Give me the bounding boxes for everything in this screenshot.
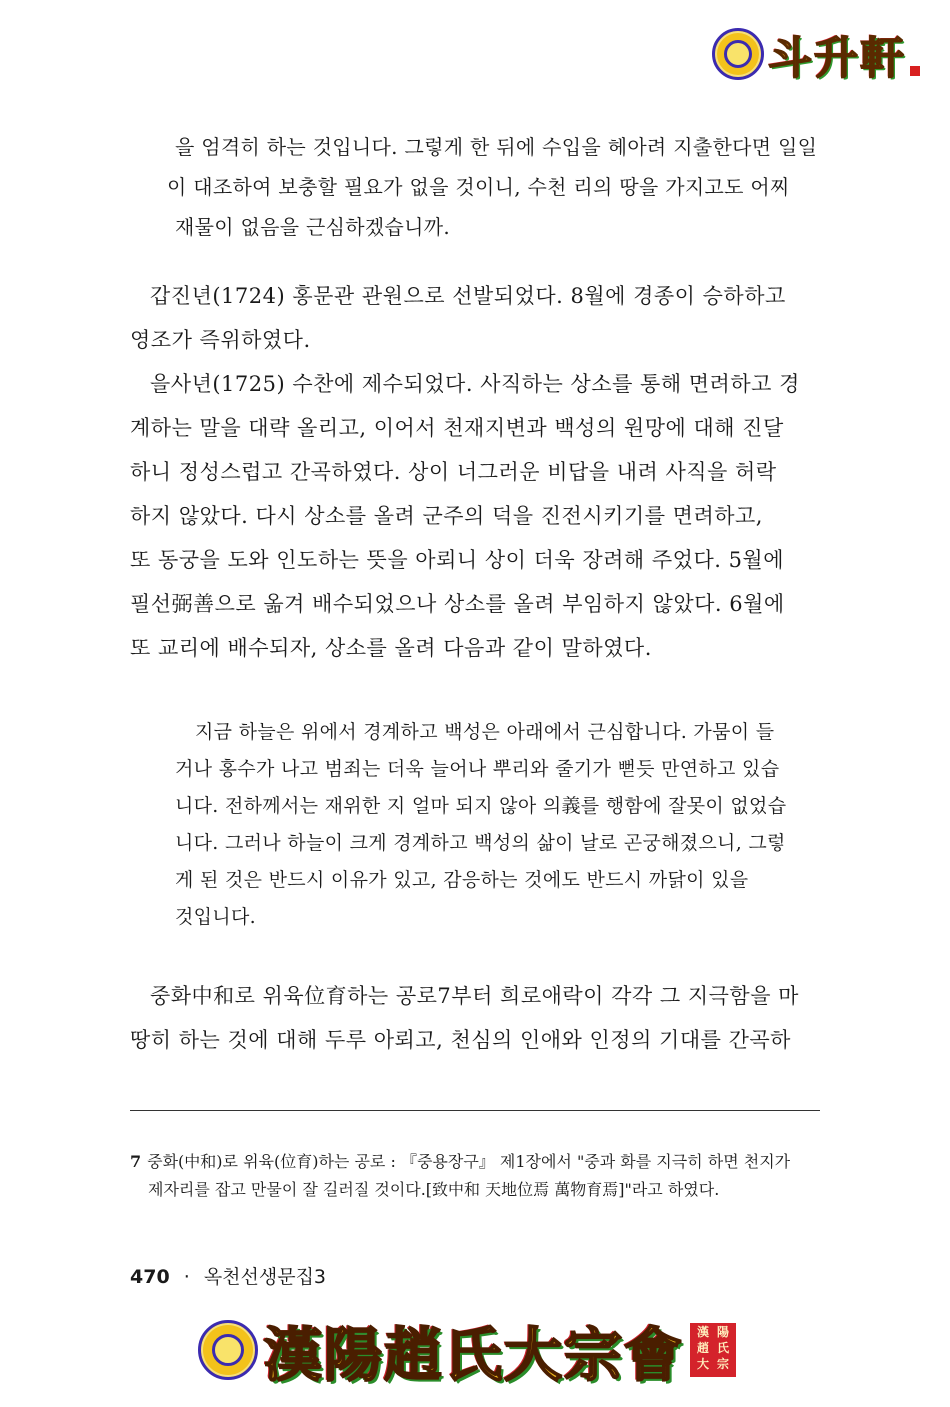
quote-block-continued <box>167 127 820 247</box>
folio-separator: · <box>183 1266 190 1288</box>
quote-line: 이 대조하여 보충할 필요가 없을 것이니, 수천 리의 땅을 가지고도 어찌 <box>167 175 790 199</box>
paragraph-line: 계하는 말을 대략 올리고, 이어서 천재지변과 백성의 원망에 대해 진달 <box>130 416 784 440</box>
paragraph-line: 땅히 하는 것에 대해 두루 아뢰고, 천심의 인애와 인정의 기대를 간곡하 <box>130 1028 791 1052</box>
footnote-number: 7 <box>130 1152 142 1171</box>
quote-block <box>175 714 820 936</box>
clan-emblem-icon <box>712 28 764 80</box>
footnote-line: 제자리를 잡고 만물이 잘 길러질 것이다.[致中和 天地位焉 萬物育焉]"라고 하였다. <box>148 1180 720 1199</box>
paragraph-line: 중화中和로 위육位育하는 공로7부터 희로애락이 각각 그 지극함을 마 <box>150 984 799 1008</box>
header-logo <box>712 22 920 86</box>
quote-line: 니다. 그러나 하늘이 크게 경계하고 백성의 삶이 날로 곤궁해졌으니, 그렇 <box>175 832 786 854</box>
quote-line: 재물이 없음을 근심하겠습니까. <box>175 215 451 239</box>
quote-line: 거나 홍수가 나고 범죄는 더욱 늘어나 뿌리와 줄기가 뻗듯 만연하고 있습 <box>175 758 780 780</box>
footer-logo <box>198 1310 758 1390</box>
paragraph-line: 영조가 즉위하였다. <box>130 328 311 352</box>
quote-line: 것입니다. <box>175 906 256 928</box>
paragraph-3 <box>130 974 820 1062</box>
paragraph-line: 필선弼善으로 옮겨 배수되었으나 상소를 올려 부임하지 않았다. 6월에 <box>130 592 785 616</box>
paragraph-line: 또 동궁을 도와 인도하는 뜻을 아뢰니 상이 더욱 장려해 주었다. 5월에 <box>130 548 785 572</box>
paragraph-line: 갑진년(1724) 홍문관 관원으로 선발되었다. 8월에 경종이 승하하고 <box>150 284 786 308</box>
quote-line: 지금 하늘은 위에서 경계하고 백성은 아래에서 근심합니다. 가뭄이 들 <box>195 721 775 743</box>
quote-line: 을 엄격히 하는 것입니다. 그렇게 한 뒤에 수입을 헤아려 지출한다면 일일 <box>175 135 818 159</box>
footnote-divider <box>130 1110 820 1111</box>
paragraph-1 <box>130 274 820 362</box>
paragraph-line: 하니 정성스럽고 간곡하였다. 상이 너그러운 비답을 내려 사직을 허락 <box>130 460 777 484</box>
paragraph-line: 하지 않았다. 다시 상소를 올려 군주의 덕을 진전시키기를 면려하고, <box>130 504 763 528</box>
paragraph-2 <box>130 362 820 670</box>
red-square-mark-icon <box>910 66 920 76</box>
paragraph-line: 을사년(1725) 수찬에 제수되었다. 사직하는 상소를 통해 면려하고 경 <box>150 372 800 396</box>
page-number: 470 <box>130 1266 170 1288</box>
page-folio <box>130 1262 326 1289</box>
quote-line: 게 된 것은 반드시 이유가 있고, 감응하는 것에도 반드시 까닭이 있을 <box>175 869 749 891</box>
clan-emblem-icon <box>198 1320 258 1380</box>
footnote <box>130 1148 820 1204</box>
paragraph-line: 또 교리에 배수되자, 상소를 올려 다음과 같이 말하였다. <box>130 636 652 660</box>
footnote-line: 중화(中和)로 위육(位育)하는 공로 : 『중용장구』 제1장에서 "중과 화를 지극히 하면 천지가 <box>147 1152 791 1171</box>
header-logo-text: 斗升軒 <box>768 33 906 84</box>
red-seal-icon: 漢 陽 趙 氏 大 宗 <box>690 1323 736 1377</box>
footer-logo-text: 漢陽趙氏大宗會 <box>264 1321 685 1389</box>
quote-line: 니다. 전하께서는 재위한 지 얼마 되지 않아 의義를 행함에 잘못이 없었습 <box>175 795 787 817</box>
book-title: 옥천선생문집3 <box>203 1266 327 1288</box>
